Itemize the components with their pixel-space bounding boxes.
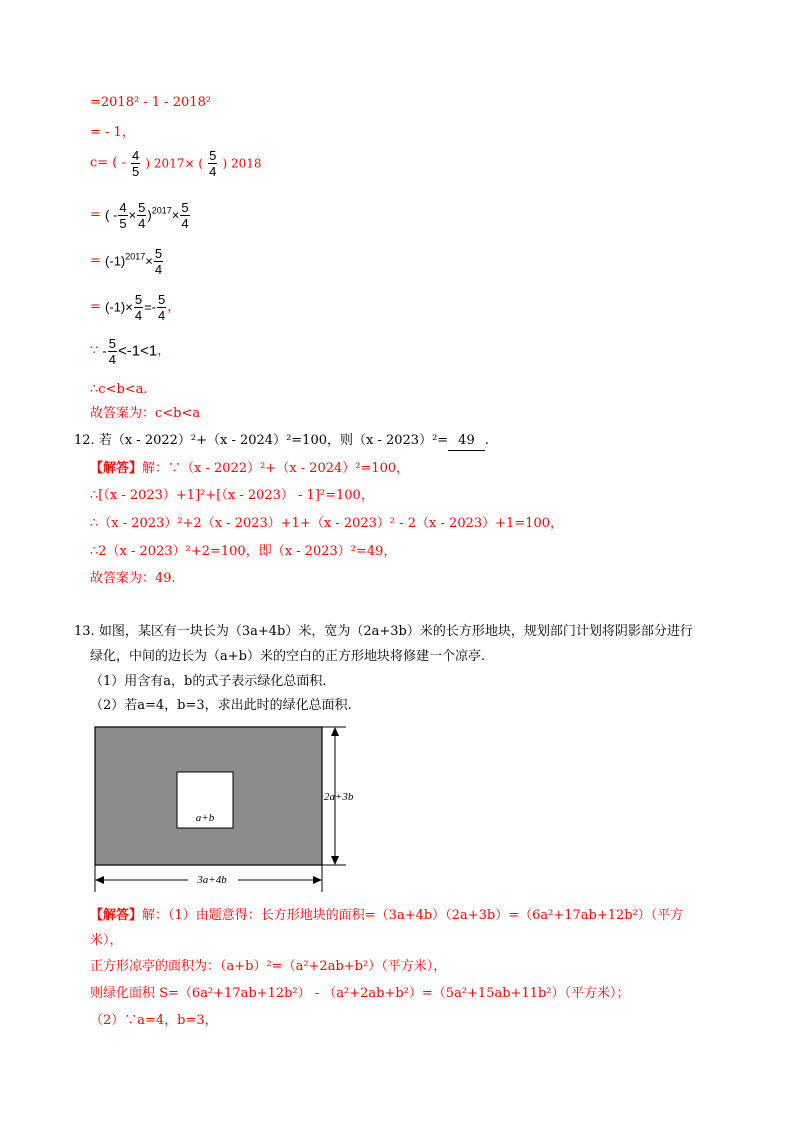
fraction-4-5 xyxy=(131,148,140,179)
sol12-line-5: 故答案为：49. xyxy=(90,571,176,586)
comma: ， xyxy=(157,343,171,359)
frac-num: 5 xyxy=(181,200,189,215)
l4-close: ) xyxy=(147,207,152,223)
frac-den: 5 xyxy=(132,164,140,179)
ineq-tail: <-1<1 xyxy=(118,342,158,360)
question-13-line-2: 绿化，中间的边长为（a+b）米的空白的正方形地块将修建一个凉亭. xyxy=(90,649,486,664)
width-label: 3a+4b xyxy=(197,874,227,886)
sol12-line-1 xyxy=(90,460,409,478)
sol13-line-5: （2）∵a=4，b=3， xyxy=(90,1013,218,1028)
question-end: . xyxy=(484,433,489,448)
inner-label: a+b xyxy=(195,812,215,824)
frac-num: 5 xyxy=(154,246,163,261)
frac-num: 5 xyxy=(138,200,146,215)
arrow-up-icon xyxy=(331,727,339,736)
fraction-5-4 xyxy=(180,200,189,231)
sol13-line-4: 则绿化面积 S=（6a²+17ab+12b²） - （a²+2ab+b²）=（5a²+15ab+11b²）（平方米）； xyxy=(90,986,630,1001)
sol12-text: 解：∵（x - 2022）²+（x - 2024）²=100， xyxy=(142,461,410,476)
frac-den: 4 xyxy=(158,308,166,323)
question-number: 13. xyxy=(74,624,95,639)
sol11-line-2: = - 1， xyxy=(90,125,135,140)
height-label: 2a+3b xyxy=(324,791,354,803)
question-13-line-1 xyxy=(74,623,693,641)
fraction-5-4 xyxy=(108,336,117,367)
frac-num: 5 xyxy=(158,292,166,307)
frac-den: 4 xyxy=(181,216,189,231)
frac-num: 5 xyxy=(209,148,217,163)
question-text: 如图，某区有一块长为（3a+4b）米，宽为（2a+3b）米的长方形地块，规划部门计划将阴影部分进行 xyxy=(98,624,693,639)
neg: - xyxy=(102,343,107,359)
solution-tag: 【解答】 xyxy=(90,461,143,476)
solution-tag: 【解答】 xyxy=(90,908,143,923)
fraction-5-4 xyxy=(134,292,143,323)
arrow-right-icon xyxy=(313,876,322,884)
frac-num: 4 xyxy=(119,200,127,215)
fraction-5-4 xyxy=(208,148,217,179)
fraction-5-4 xyxy=(157,292,166,323)
frac-num: 4 xyxy=(132,148,140,163)
frac-den: 4 xyxy=(154,262,163,277)
arrow-down-icon xyxy=(331,856,339,865)
sol13-text: 解：（1）由题意得：长方形地块的面积=（3a+4b）（2a+3b）=（6a²+17ab+12b²）（平方 xyxy=(142,908,684,923)
frac-num: 5 xyxy=(134,292,143,307)
figure-svg xyxy=(90,722,380,892)
eq-neg: =- xyxy=(144,299,157,315)
rectangle-figure xyxy=(90,722,380,896)
question-number: 12. xyxy=(74,433,95,448)
times-sign: × xyxy=(125,299,133,315)
question-text: 若（x - 2022）²+（x - 2024）²=100，则（x - 2023）²= xyxy=(98,433,449,448)
frac-num: 5 xyxy=(108,336,116,351)
c-mid: ) 2017× ( xyxy=(145,156,204,171)
frac-den: 4 xyxy=(108,352,116,367)
fraction-4-5 xyxy=(118,200,127,231)
base: (-1) xyxy=(105,299,126,315)
sol12-line-2: ∴[（x - 2023）+1]²+[（x - 2023） - 1]²=100， xyxy=(90,488,374,503)
equals-sign: = xyxy=(90,253,101,269)
sol12-line-3: ∴（x - 2023）²+2（x - 2023）+1+（x - 2023）² - 2（x - 2023）+1=100， xyxy=(90,516,564,531)
l4-open: ( - xyxy=(105,207,118,223)
fraction-5-4 xyxy=(137,200,146,231)
sol12-line-4: ∴2（x - 2023）²+2=100，即（x - 2023）²=49， xyxy=(90,544,397,559)
exponent: 2017 xyxy=(151,205,172,216)
sol11-answer: 故答案为：c<b<a xyxy=(90,406,201,421)
sol13-line-3: 正方形凉亭的面积为：（a+b）²=（a²+2ab+b²）（平方米）， xyxy=(90,959,447,974)
sol13-line-2: 米）， xyxy=(90,933,123,948)
sol11-line-5 xyxy=(90,246,164,282)
c-prefix: c= ( - xyxy=(90,155,126,171)
sol11-c-expression xyxy=(90,148,262,188)
comma: ， xyxy=(167,299,181,315)
sol11-line-6 xyxy=(90,292,180,328)
answer-blank: 49 xyxy=(448,432,485,451)
fraction-5-4 xyxy=(154,246,163,277)
question-12 xyxy=(74,432,489,451)
because-symbol: ∵ xyxy=(90,343,99,359)
sol11-line-7 xyxy=(90,336,170,372)
frac-den: 5 xyxy=(119,216,127,231)
exponent: 2017 xyxy=(125,251,146,262)
sol11-conclusion: ∴c<b<a. xyxy=(90,382,148,397)
equals-sign: = xyxy=(90,299,101,315)
times-sign: × xyxy=(145,253,153,269)
arrow-left-icon xyxy=(95,876,104,884)
question-13-part-2: （2）若a=4，b=3，求出此时的绿化总面积. xyxy=(90,698,352,713)
sol11-line-4 xyxy=(90,200,191,236)
c-suffix: ) 2018 xyxy=(222,156,262,171)
equals-sign: = xyxy=(90,207,101,223)
base: (-1) xyxy=(105,253,126,269)
sol11-line-1: =2018² - 1 - 2018² xyxy=(90,95,212,110)
times-sign: × xyxy=(171,207,180,223)
sol13-line-1 xyxy=(90,907,683,925)
frac-den: 4 xyxy=(209,164,217,179)
frac-den: 4 xyxy=(134,308,143,323)
times-sign: × xyxy=(128,207,137,223)
frac-den: 4 xyxy=(138,216,146,231)
question-13-part-1: （1）用含有a，b的式子表示绿化总面积. xyxy=(90,674,327,689)
